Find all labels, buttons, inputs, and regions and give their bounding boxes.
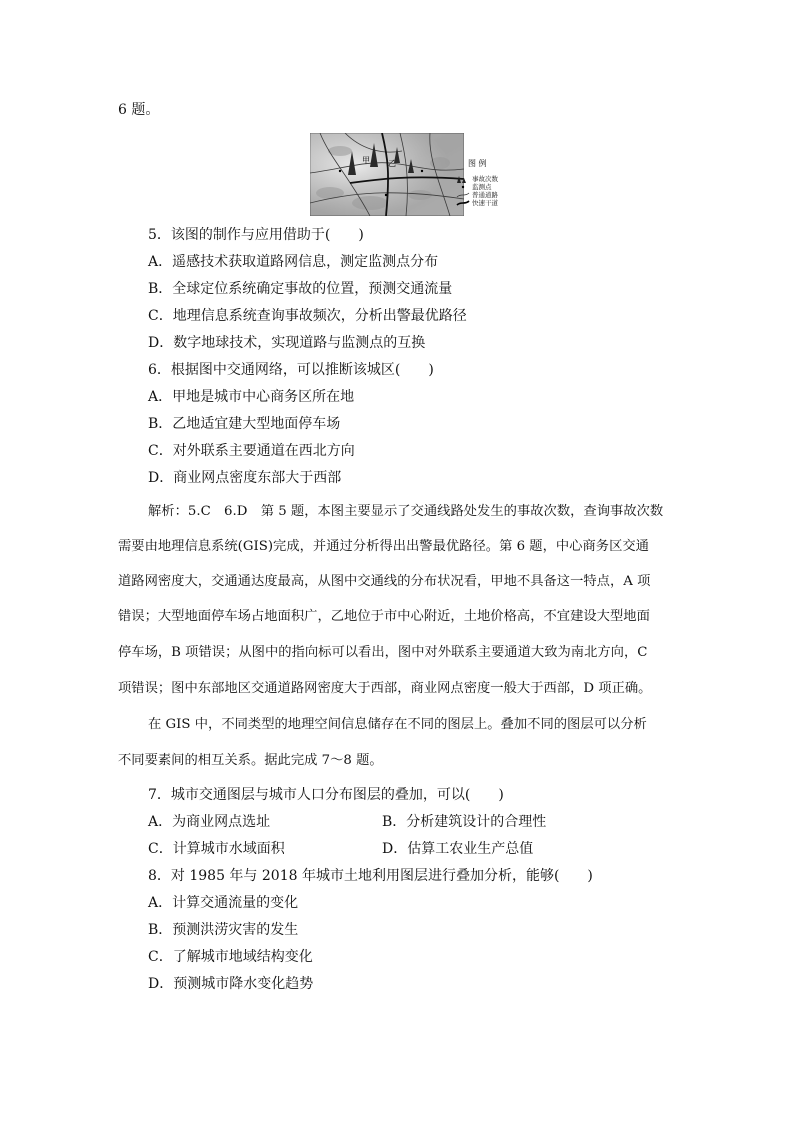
- q7-option-c: C．计算城市水域面积: [148, 841, 285, 857]
- analysis-line: 项错误；图中东部地区交通道路网密度大于西部，商业网点密度一般大于西部，D 项正确。: [118, 681, 652, 696]
- legend-label: 监测点: [472, 183, 492, 191]
- q7-option-a: A．为商业网点选址: [148, 814, 271, 830]
- accident-peak-icon: [456, 175, 470, 183]
- q5-stem: 5．该图的制作与应用借助于( ): [148, 227, 364, 243]
- q6-option-b: B．乙地适宜建大型地面停车场: [148, 416, 341, 432]
- legend-label: 事故次数: [472, 175, 498, 183]
- material-line: 不同要素间的相互关系。据此完成 7～8 题。: [118, 753, 383, 768]
- map-label-yi: 乙: [388, 159, 396, 168]
- monitor-point-icon: [456, 183, 470, 191]
- expressway-icon: [456, 199, 470, 207]
- q6-option-a: A．甲地是城市中心商务区所在地: [148, 389, 355, 405]
- map-legend: [456, 159, 512, 215]
- q5-option-c: C．地理信息系统查询事故频次，分析出警最优路径: [148, 308, 467, 324]
- legend-label: 快速干道: [472, 199, 498, 207]
- q5-option-d: D．数字地球技术，实现道路与监测点的互换: [148, 335, 426, 351]
- q5-option-a: A．遥感技术获取道路网信息，测定监测点分布: [148, 254, 439, 270]
- traffic-accident-map: [310, 133, 464, 216]
- map-label-jia: 甲: [362, 156, 370, 165]
- analysis-line: 解析：5.C 6.D 第 5 题，本图主要显示了交通线路处发生的事故次数，查询事故次数: [148, 504, 664, 519]
- legend-label: 普通道路: [472, 191, 498, 199]
- intro-line: 6 题。: [118, 102, 160, 118]
- legend-title: 图 例: [468, 159, 487, 168]
- analysis-line: 停车场，B 项错误；从图中的指向标可以看出，图中对外联系主要通道大致为南北方向，C: [118, 645, 648, 660]
- accident-map-figure: [310, 133, 510, 216]
- q6-option-c: C．对外联系主要通道在西北方向: [148, 443, 355, 459]
- material-line: 在 GIS 中，不同类型的地理空间信息储存在不同的图层上。叠加不同的图层可以分析: [148, 717, 647, 732]
- q8-option-a: A．计算交通流量的变化: [148, 895, 299, 911]
- analysis-line: 需要由地理信息系统(GIS)完成，并通过分析得出出警最优路径。第 6 题，中心商务区交通: [118, 539, 649, 554]
- q7-option-d: D．估算工农业生产总值: [382, 841, 534, 857]
- legend-item: [456, 175, 498, 183]
- analysis-line: 错误；大型地面停车场占地面积广，乙地位于市中心附近，土地价格高，不宜建设大型地面: [118, 609, 650, 624]
- legend-item: [456, 183, 492, 191]
- q6-option-d: D．商业网点密度东部大于西部: [148, 470, 342, 486]
- analysis-line: 道路网密度大，交通通达度最高，从图中交通线的分布状况看，甲地不具备这一特点，A 项: [118, 574, 651, 589]
- q5-option-b: B．全球定位系统确定事故的位置，预测交通流量: [148, 281, 453, 297]
- q7-option-b: B．分析建筑设计的合理性: [382, 814, 547, 830]
- ordinary-road-icon: [456, 191, 470, 199]
- legend-item: [456, 199, 498, 207]
- q6-stem: 6．根据图中交通网络，可以推断该城区( ): [148, 362, 434, 378]
- q8-stem: 8．对 1985 年与 2018 年城市土地利用图层进行叠加分析，能够( ): [148, 868, 593, 884]
- legend-item: [456, 191, 498, 199]
- q8-option-d: D．预测城市降水变化趋势: [148, 976, 314, 992]
- q7-stem: 7．城市交通图层与城市人口分布图层的叠加，可以( ): [148, 787, 504, 803]
- q8-option-b: B．预测洪涝灾害的发生: [148, 922, 299, 938]
- q8-option-c: C．了解城市地域结构变化: [148, 949, 313, 965]
